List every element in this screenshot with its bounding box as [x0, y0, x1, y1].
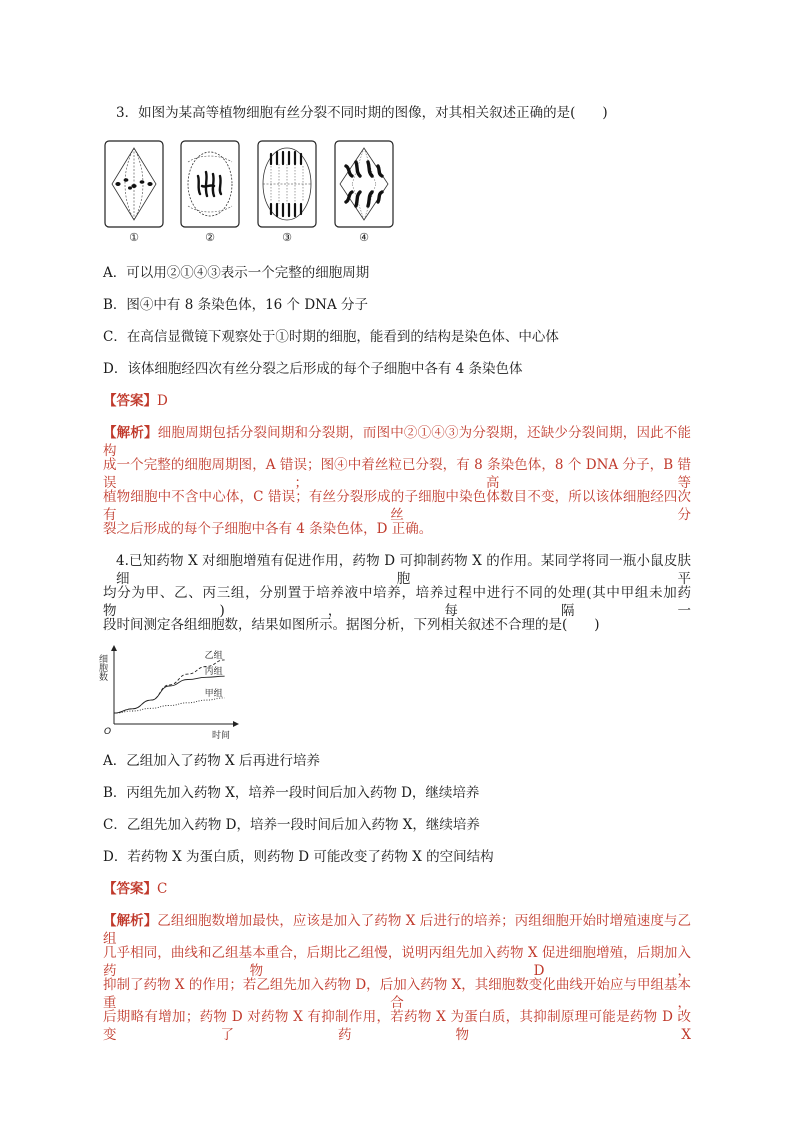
figure-label-4: ④: [359, 231, 369, 244]
series-label-1: 丙组: [204, 667, 223, 678]
q3-stem: 3．如图为某高等植物细胞有丝分裂不同时期的图像，对其相关叙述正确的是( ): [116, 105, 608, 121]
analysis-tag: 【解析】: [103, 425, 158, 441]
q3-option-c: C．在高信显微镜下观察处于①时期的细胞，能看到的结构是染色体、中心体: [103, 329, 559, 345]
figure-label-3: ③: [282, 231, 292, 244]
answer-tag: 【答案】: [103, 393, 157, 409]
q4-option-d: D．若药物 X 为蛋白质，则药物 D 可能改变了药物 X 的空间结构: [103, 849, 494, 865]
q4-option-b: B．丙组先加入药物 X，培养一段时间后加入药物 D，继续培养: [103, 785, 480, 801]
q3-analysis-line-3: 植物细胞中不含中心体，C 错误；有丝分裂形成的子细胞中染色体数目不变，所以该体细胞经四次有丝分: [103, 489, 691, 523]
y-axis-label: 细胞数: [97, 654, 107, 681]
q4-analysis-line-1: [103, 912, 691, 948]
analysis-text: 乙组细胞数增加最快，应该是加入了药物 X 后进行的培养；丙组细胞开始时增殖速度与乙组: [103, 913, 691, 947]
q4-stem-line-2: 均分为甲、乙、丙三组，分别置于培养液中培养，培养过程中进行不同的处理(其中甲组未加药物)，每隔一: [103, 585, 691, 619]
q4-analysis-line-3: 抑制了药物 X 的作用；若乙组先加入药物 D，后加入药物 X，其细胞数变化曲线开始应与甲组基本重合，: [103, 977, 691, 1011]
figure-label-2: ②: [205, 231, 215, 244]
q4-option-a: A．乙组加入了药物 X 后再进行培养: [103, 753, 320, 769]
origin-label: O: [104, 727, 112, 737]
mitosis-figure-3: [257, 140, 317, 228]
q3-option-d: D．该体细胞经四次有丝分裂之后形成的每个子细胞中各有 4 条染色体: [103, 361, 523, 377]
q4-answer: [103, 880, 167, 898]
q4-stem-line-3: 段时间测定各组细胞数，结果如图所示。据图分析，下列相关叙述不合理的是( ): [103, 617, 600, 633]
q4-option-c: C．乙组先加入药物 D，培养一段时间后加入药物 X，继续培养: [103, 817, 480, 833]
analysis-tag: 【解析】: [103, 913, 158, 929]
cell-growth-chart: [97, 642, 250, 742]
figure-label-1: ①: [129, 231, 139, 244]
q3-analysis-line-1: [103, 424, 691, 460]
mitosis-figure-2: [180, 140, 240, 228]
series-line-2: [114, 698, 225, 713]
analysis-text: 细胞周期包括分裂间期和分裂期，而图中②①④③为分裂期，还缺少分裂间期，因此不能构: [103, 425, 692, 459]
series-label-0: 乙组: [204, 650, 223, 661]
x-axis-label: 时间: [212, 731, 231, 741]
growth-chart-svg: [97, 642, 250, 742]
q4-analysis-line-2: 几乎相同，曲线和乙组基本重合，后期比乙组慢，说明丙组先加入药物 X 促进细胞增殖，后期加入药物 D，: [103, 945, 691, 979]
q3-analysis-line-2: 成一个完整的细胞周期图，A 错误；图④中着丝粒已分裂，有 8 条染色体，8 个 DNA 分子，B 错误；高等: [103, 457, 691, 491]
q3-option-b: B．图④中有 8 条染色体，16 个 DNA 分子: [103, 297, 369, 313]
mitosis-figure-1: [104, 140, 164, 228]
answer-value: C: [157, 881, 168, 897]
q4-stem-line-1: 4.已知药物 X 对细胞增殖有促进作用，药物 D 可抑制药物 X 的作用。某同学将同一瓶小鼠皮肤细胞平: [116, 553, 691, 587]
answer-tag: 【答案】: [103, 881, 157, 897]
q4-analysis-line-4: 后期略有增加；药物 D 对药物 X 有抑制作用，若药物 X 为蛋白质，其抑制原理可能是药物 D 改变了药物 X: [103, 1009, 691, 1043]
series-label-2: 甲组: [204, 688, 223, 699]
answer-value: D: [157, 393, 168, 409]
q3-analysis-line-4: 裂之后形成的每个子细胞中各有 4 条染色体，D 正确。: [103, 521, 433, 537]
mitosis-figure-4: [334, 140, 394, 228]
series-layer: [114, 650, 225, 713]
q3-option-a: A．可以用②①④③表示一个完整的细胞周期: [103, 265, 370, 281]
q3-answer: [103, 392, 168, 410]
